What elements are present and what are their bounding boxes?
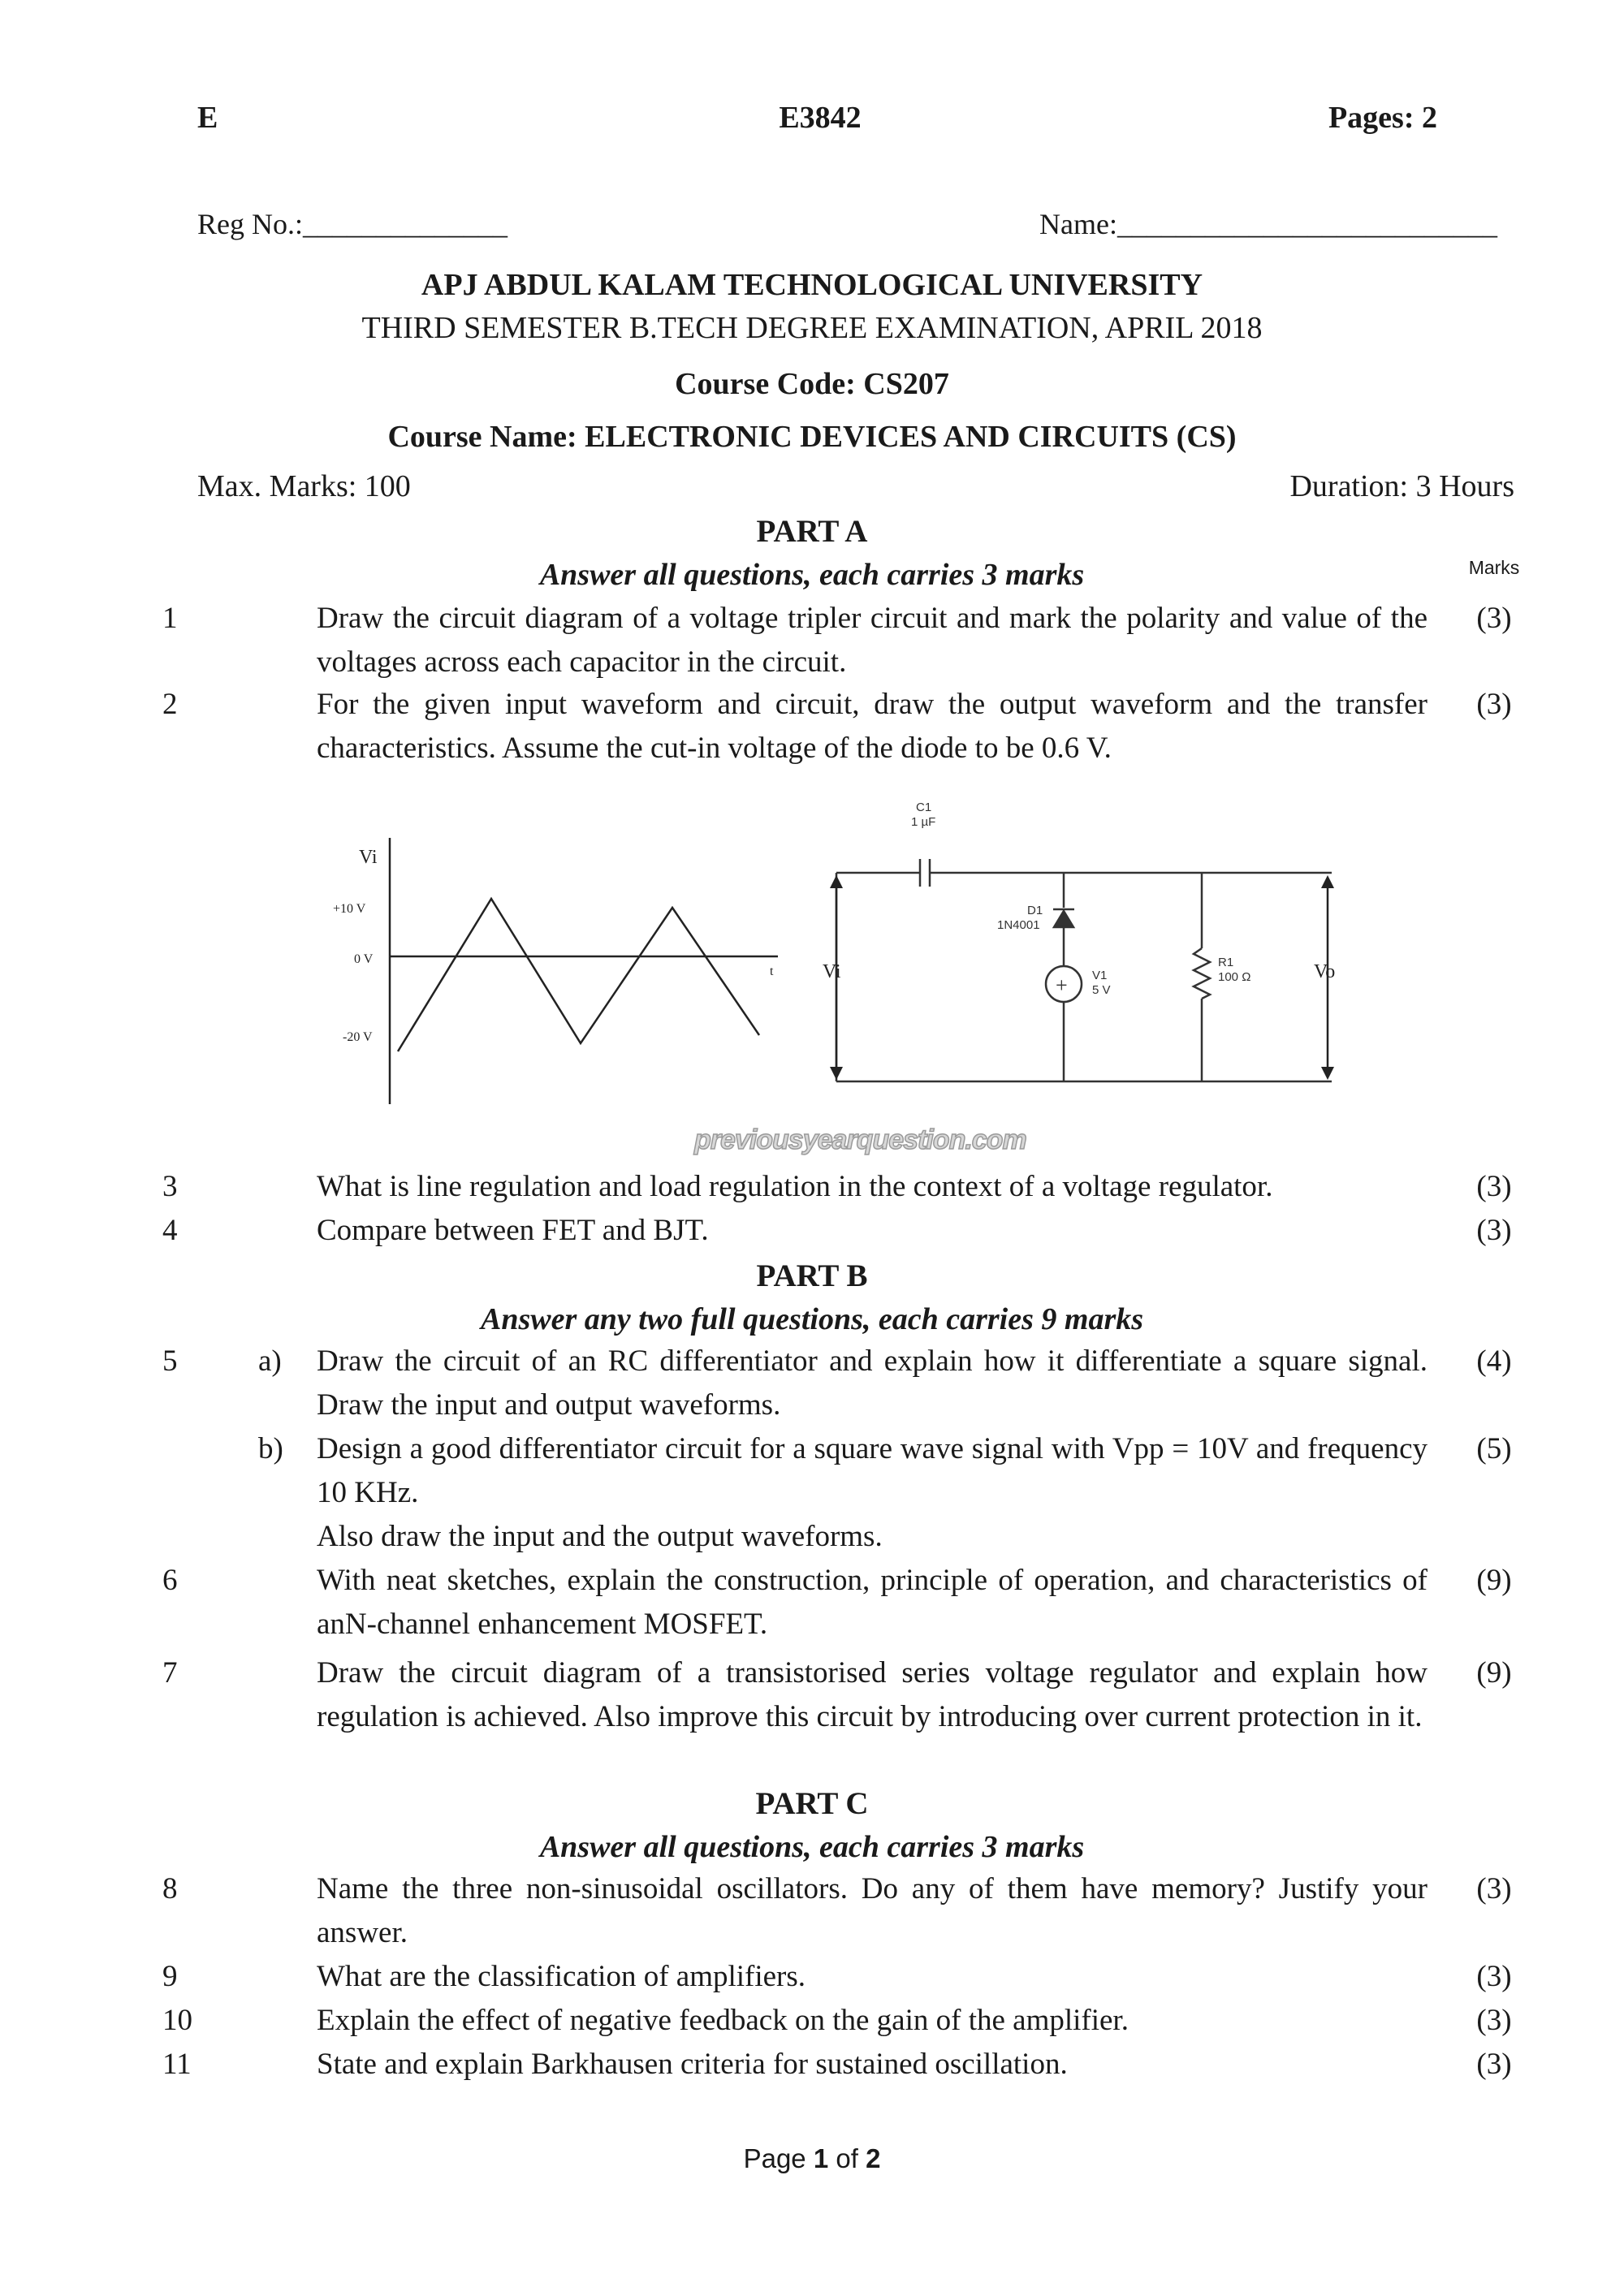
question-number: 4 [162, 1214, 178, 1247]
question-text: Design a good differentiator circuit for a square wave signal with Vpp = 10V and frequency 10 KHz. [317, 1432, 1427, 1509]
question-marks: (5) [1476, 1432, 1512, 1465]
sub-question-label: a) [258, 1344, 282, 1378]
c1-value: 1 µF [911, 815, 936, 829]
question-marks: (9) [1476, 1564, 1512, 1597]
zero-v-label: 0 V [354, 952, 374, 966]
vi-axis-label: Vi [359, 847, 378, 868]
c1-label: C1 [916, 801, 932, 814]
clipper-circuit [836, 859, 1332, 1081]
vo-label: Vo [1314, 961, 1336, 982]
question-marks: (3) [1476, 1872, 1512, 1905]
question-marks: (4) [1476, 1344, 1512, 1378]
university-name: APJ ABDUL KALAM TECHNOLOGICAL UNIVERSITY [421, 268, 1203, 302]
question-text: Explain the effect of negative feedback on the gain of the amplifier. [317, 2004, 1129, 2037]
part-b-title: PART B [756, 1258, 868, 1293]
question-text: What are the classification of amplifiers. [317, 1960, 806, 1993]
page-total: 2 [866, 2143, 881, 2173]
question-number: 5 [162, 1344, 178, 1378]
part-c-instruction: Answer all questions, each carries 3 marks [539, 1830, 1085, 1864]
triangle-wave [398, 899, 759, 1051]
part-a-title: PART A [756, 514, 868, 549]
d1-diode-triangle [1054, 911, 1073, 927]
course-code: Course Code: CS207 [675, 367, 949, 401]
minus-20v-label: -20 V [343, 1030, 373, 1044]
question-number: 1 [162, 602, 178, 635]
page-footer [0, 2142, 1624, 2176]
sub-question-label: b) [258, 1432, 283, 1465]
marks-column-label: Marks [1468, 557, 1520, 578]
watermark: previousyearquestion.com [694, 1124, 1026, 1155]
question-text: Name the three non-sinusoidal oscillators. Do any of them have memory? Justify your answer. [317, 1872, 1427, 1949]
r1-label: R1 [1218, 956, 1234, 969]
d1-part: 1N4001 [997, 918, 1040, 932]
question-2-figure [309, 779, 1462, 1161]
time-label: t [770, 965, 774, 978]
question-number: 2 [162, 688, 178, 721]
v1-label: V1 [1092, 969, 1108, 982]
question-marks: (3) [1476, 2004, 1512, 2037]
part-b-instruction: Answer any two full questions, each carries 9 marks [480, 1302, 1144, 1336]
r1-resistor [1194, 948, 1210, 999]
question-text: State and explain Barkhausen criteria for sustained oscillation. [317, 2048, 1068, 2081]
question-number: 7 [162, 1656, 178, 1690]
question-text: With neat sketches, explain the construction, principle of operation, and characteristics of anN-channel enhancement MOSFET. [317, 1564, 1427, 1641]
question-number: 10 [162, 2004, 192, 2037]
reg-no-field: Reg No.:______________ [197, 208, 508, 240]
question-text: Draw the circuit diagram of a transistorised series voltage regulator and explain how regulation is achieved. Also improve this circuit by introducing over current protection in it. [317, 1656, 1427, 1733]
question-number: 8 [162, 1872, 178, 1905]
question-number: 3 [162, 1170, 178, 1203]
name-field: Name:__________________________ [1039, 208, 1497, 240]
series-letter: E [197, 101, 218, 135]
exam-title: THIRD SEMESTER B.TECH DEGREE EXAMINATION, APRIL 2018 [361, 311, 1263, 345]
paper-code: E3842 [779, 101, 862, 135]
question-number: 6 [162, 1564, 178, 1597]
question-text-continued: Also draw the input and the output waveforms. [317, 1520, 883, 1553]
page-number: 1 [813, 2143, 829, 2173]
plus-sign: + [1056, 973, 1068, 997]
part-c-title: PART C [755, 1786, 869, 1821]
question-marks: (3) [1476, 1170, 1512, 1203]
question-number: 9 [162, 1960, 178, 1993]
v1-value: 5 V [1092, 983, 1111, 997]
d1-label: D1 [1027, 904, 1043, 917]
question-text: Compare between FET and BJT. [317, 1214, 709, 1247]
question-text: For the given input waveform and circuit, draw the output waveform and the transfer characteristics. Assume the cut-in voltage of the diode to be 0.6 V. [317, 688, 1427, 765]
page-count: Pages: 2 [1328, 101, 1437, 135]
course-name: Course Name: ELECTRONIC DEVICES AND CIRCUITS (CS) [387, 420, 1237, 454]
question-marks: (3) [1476, 602, 1512, 635]
page-word: Page [743, 2143, 806, 2173]
question-marks: (9) [1476, 1656, 1512, 1690]
duration: Duration: 3 Hours [1289, 469, 1514, 503]
r1-value: 100 Ω [1218, 970, 1251, 984]
question-marks: (3) [1476, 2048, 1512, 2081]
question-marks: (3) [1476, 1960, 1512, 1993]
question-text: Draw the circuit of an RC differentiator and explain how it differentiate a square signal. Draw the input and output waveforms. [317, 1344, 1427, 1422]
question-text: Draw the circuit diagram of a voltage tripler circuit and mark the polarity and value of the voltages across each capacitor in the circuit. [317, 602, 1427, 679]
question-marks: (3) [1476, 1214, 1512, 1247]
question-text: What is line regulation and load regulation in the context of a voltage regulator. [317, 1170, 1273, 1203]
of-word: of [836, 2143, 858, 2173]
question-marks: (3) [1476, 688, 1512, 721]
vi-label: Vi [823, 961, 841, 982]
input-waveform [333, 838, 778, 1104]
question-number: 11 [162, 2048, 192, 2081]
max-marks: Max. Marks: 100 [197, 469, 411, 503]
part-a-instruction: Answer all questions, each carries 3 marks [539, 558, 1085, 592]
plus-10v-label: +10 V [333, 902, 366, 916]
